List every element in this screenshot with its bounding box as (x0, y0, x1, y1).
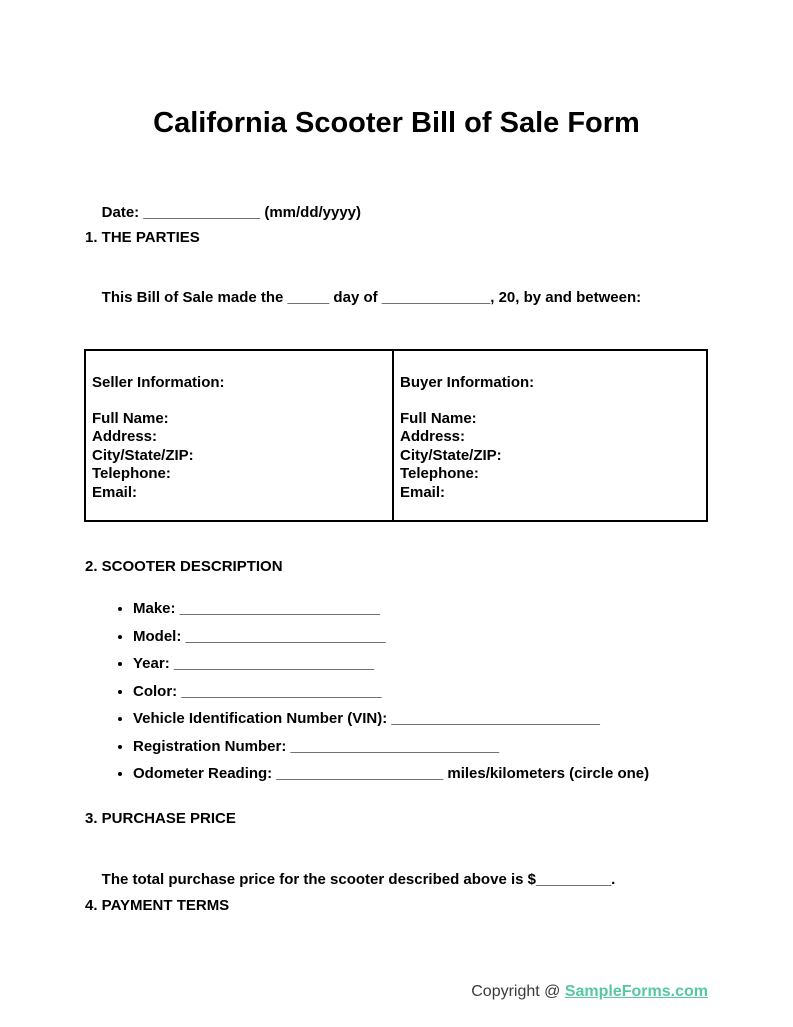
registration-blank: _________________________ (290, 737, 500, 755)
model-blank: ________________________ (185, 627, 386, 645)
list-item-make (133, 595, 733, 623)
seller-info-heading: Seller Information: (92, 374, 225, 391)
buyer-fields (400, 410, 698, 503)
vin-blank: _________________________ (391, 710, 600, 727)
purchase-post: . (611, 871, 616, 888)
list-item-color (133, 678, 733, 706)
seller-telephone-label: Telephone: (92, 465, 171, 482)
section-heading-parties: 1. THE PARTIES (85, 229, 200, 246)
list-item-model (133, 623, 733, 651)
seller-email-label: Email: (92, 483, 138, 501)
odometer-label: Odometer Reading: (133, 765, 277, 782)
odometer-suffix: miles/kilometers (circle one) (443, 765, 650, 782)
list-item-odometer (133, 760, 733, 788)
parties-info-table (84, 349, 708, 522)
section-heading-scooter-description: 2. SCOOTER DESCRIPTION (85, 558, 283, 575)
seller-full-name-label: Full Name: (92, 409, 169, 427)
color-label: Color: (133, 682, 182, 700)
list-item-year (133, 650, 733, 678)
make-label: Make: (133, 600, 180, 617)
intro-mid: day of (329, 289, 382, 306)
year-label: Year: (133, 655, 174, 672)
color-blank: ________________________ (181, 682, 382, 700)
section-heading-payment-terms: 4. PAYMENT TERMS (85, 897, 230, 914)
buyer-telephone-label: Telephone: (400, 465, 479, 482)
buyer-address-label: Address: (400, 428, 466, 445)
date-format-hint: (mm/dd/yyyy) (260, 204, 362, 221)
purchase-pre: The total purchase price for the scooter described above is $ (101, 871, 536, 888)
month-blank: _____________ (381, 289, 491, 306)
date-blank: ______________ (143, 204, 261, 221)
parties-intro-line (85, 272, 641, 323)
section-heading-purchase-price: 3. PURCHASE PRICE (85, 810, 236, 827)
footer-copyright (453, 962, 708, 1022)
year-blank: ________________________ (173, 655, 375, 672)
buyer-info-heading: Buyer Information: (400, 374, 535, 391)
page-title: California Scooter Bill of Sale Form (153, 107, 640, 139)
model-label: Model: (133, 627, 186, 645)
seller-info-cell (86, 351, 394, 520)
seller-fields (92, 410, 384, 503)
intro-post: , 20, by and between: (490, 289, 642, 306)
list-item-registration (133, 733, 733, 761)
buyer-city-state-zip-label: City/State/ZIP: (400, 446, 502, 464)
buyer-info-cell (394, 351, 706, 520)
price-blank: _________ (535, 871, 612, 888)
intro-pre: This Bill of Sale made the (101, 289, 288, 306)
seller-city-state-zip-label: City/State/ZIP: (92, 446, 194, 464)
registration-label: Registration Number: (133, 737, 291, 755)
date-label: Date: (101, 204, 144, 221)
buyer-full-name-label: Full Name: (400, 409, 477, 427)
buyer-email-label: Email: (400, 483, 446, 501)
odometer-blank: ____________________ (276, 765, 444, 782)
day-blank: _____ (287, 289, 330, 306)
vin-label: Vehicle Identification Number (VIN): (133, 710, 392, 727)
list-item-vin (133, 705, 733, 733)
make-blank: ________________________ (179, 600, 380, 617)
seller-address-label: Address: (92, 428, 158, 445)
sampleforms-link[interactable]: SampleForms.com (564, 983, 708, 1000)
scooter-description-list (0, 595, 733, 788)
copyright-text: Copyright @ (471, 983, 565, 1000)
